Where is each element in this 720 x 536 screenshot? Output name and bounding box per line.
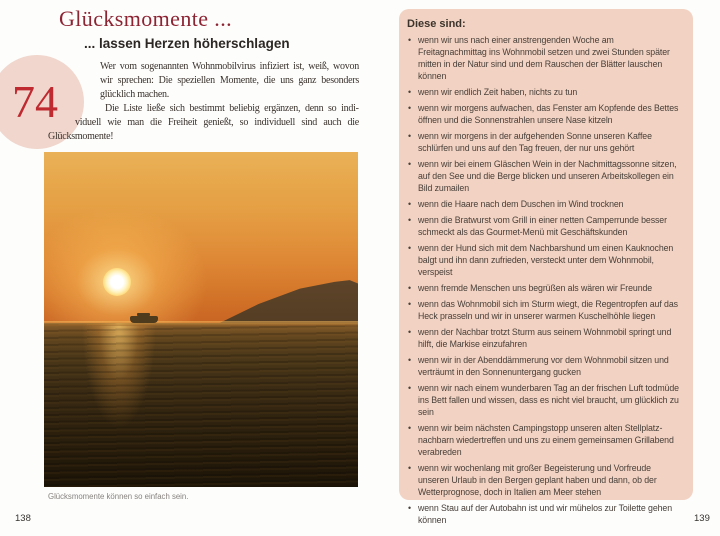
happy-moment-item: • wenn der Hund sich mit dem Nachbarshund um einen Kauknochen balgt und ihn dann zufrieden, versteckt unter dem Wohnmobil, verspeist [407, 242, 681, 278]
text-wrap-spacer [48, 60, 100, 102]
page-number-left: 138 [15, 513, 31, 524]
happy-moment-item: • wenn das Wohnmobil sich im Sturm wiegt, die Regentropfen auf das Heck prasseln und wir in unserer warmen Kuschelhöhle liegen [407, 298, 681, 322]
tip-number: 74 [12, 75, 58, 127]
happy-moment-item: • wenn wir nach einem wunderbaren Tag an der frischen Luft todmüde ins Bett fallen und wissen, dass es nicht viel braucht, um glücklich zu sein [407, 382, 681, 418]
sea [44, 323, 358, 487]
horizon-glow [44, 321, 358, 326]
happy-moments-box [399, 9, 693, 525]
photo-caption: Glücksmomente können so einfach sein. [48, 492, 189, 501]
sunset-photo [44, 152, 358, 487]
ship-silhouette [130, 316, 158, 323]
happy-moment-item: • wenn der Nachbar trotzt Sturm aus seinem Wohnmobil springt und hilft, die Markise einzufahren [407, 326, 681, 350]
text-wrap-spacer [48, 102, 105, 116]
happy-moment-item: • wenn die Bratwurst vom Grill in einer netten Camperrunde besser schmeckt als das Gourmet-Menü mit Geschäftskunden [407, 214, 681, 238]
happy-moment-item: • wenn fremde Menschen uns begrüßen als wären wir Freunde [407, 282, 681, 294]
intro-text [48, 60, 359, 144]
happy-moment-item: • wenn wir morgens in der aufgehenden Sonne unseren Kaffee schlürfen und uns auf den Tag freuen, der nur uns gehört [407, 130, 681, 154]
sun [103, 268, 131, 296]
happy-moment-item: • wenn wir uns nach einer anstrengenden Woche am Freitagnachmittag ins Wohnmobil setzen und zwei Stunden später mitten in der Natur sind und dem Rauschen der Blätter lauschen können [407, 34, 681, 82]
happy-moment-item: • wenn Stau auf der Autobahn ist und wir mühelos zur Toilette gehen können [407, 502, 681, 526]
happy-moments-list [407, 34, 681, 526]
box-heading: Diese sind: [407, 18, 466, 30]
happy-moment-item: • wenn wir wochenlang mit großer Begeisterung und Vorfreude unseren Urlaub in den Bergen geplant haben und dann, ob der Wetterprognose, doch in Italien am Meer stehen [407, 462, 681, 498]
page-number-right: 139 [694, 513, 710, 524]
happy-moment-item: • wenn wir bei einem Gläschen Wein in der Nachmittagssonne sitzen, auf den See und die Berge blicken und unseren Arbeitskollegen ein Bild zumailen [407, 158, 681, 194]
happy-moment-item: • wenn wir endlich Zeit haben, nichts zu tun [407, 86, 681, 98]
text-wrap-spacer [48, 116, 75, 130]
happy-moment-item: • wenn wir in der Abenddämmerung vor dem Wohnmobil sitzen und verträumt in den Sonnenuntergang gucken [407, 354, 681, 378]
page-subtitle: ... lassen Herzen höherschlagen [84, 36, 290, 51]
intro-paragraph: Die Liste ließe sich bestimmt beliebig ergänzen, denn so individuell wie man die Freiheit genießt, so individuell sind auch die Glücksmomente! [48, 103, 359, 142]
intro-paragraph: Wer vom sogenannten Wohnmobilvirus infiziert ist, weiß, wovon wir sprechen: Die speziellen Momente, die uns ganz besonders glücklich machen. [100, 61, 359, 100]
wave-streaks [44, 323, 358, 487]
happy-moment-item: • wenn die Haare nach dem Duschen im Wind trocknen [407, 198, 681, 210]
page-title: Glücksmomente ... [59, 6, 232, 31]
happy-moment-item: • wenn wir morgens aufwachen, das Fenster am Kopfende des Bettes öffnen und die Sonnenstrahlen unsere Nase kitzeln [407, 102, 681, 126]
happy-moment-item: • wenn wir beim nächsten Campingstopp unseren alten Stellplatznachbarn wiedertreffen und uns zu einem gemeinsamen Grillabend verabreden [407, 422, 681, 458]
